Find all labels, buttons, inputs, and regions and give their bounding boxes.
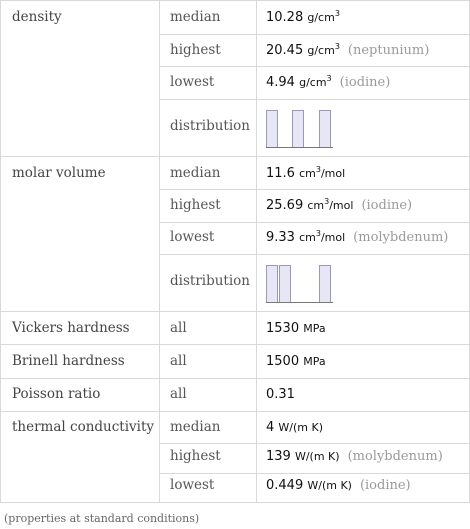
distribution-axis [266,302,333,303]
distribution-bar [319,110,331,148]
stat-label: highest [170,42,221,58]
value-brinell-hardness: 1500 MPa [266,354,326,369]
value-vickers-hardness: 1530 MPa [266,321,326,336]
value-poisson-ratio: 0.31 [266,387,295,402]
distribution-bar [292,110,304,148]
distribution-bar [319,265,331,303]
stat-label: distribution [170,273,250,289]
value-thermal-highest: 139 W/(m K) (molybdenum) [266,449,443,464]
molar-volume-distribution-chart [266,263,336,303]
value-density-median: 10.28 $g/cm^3$ [266,9,340,25]
value-thermal-median: 4 W/(m K) [266,420,324,435]
value-molar-volume-highest: 25.69 $cm^3$/mol (iodine) [266,197,413,213]
distribution-axis [266,147,333,148]
stat-label: highest [170,448,221,464]
value-molar-volume-lowest: 9.33 $cm^3$/mol (molybdenum) [266,229,449,245]
distribution-bar [279,265,291,303]
value-density-lowest: 4.94 $g/cm^3$ (iodine) [266,74,391,90]
property-density: density [12,9,62,25]
property-thermal-conductivity: thermal conductivity [12,419,155,435]
stat-label: all [170,320,187,336]
property-vickers-hardness: Vickers hardness [12,320,130,336]
value-density-highest: 20.45 $g/cm^3$ (neptunium) [266,42,430,58]
stat-label: distribution [170,118,250,134]
stat-label: median [170,419,221,435]
stat-label: lowest [170,229,215,245]
property-brinell-hardness: Brinell hardness [12,353,125,369]
value-molar-volume-median: 11.6 $cm^3$/mol [266,165,346,181]
property-poisson-ratio: Poisson ratio [12,386,101,402]
stat-label: median [170,9,221,25]
stat-label: lowest [170,477,215,493]
property-molar-volume: molar volume [12,165,106,181]
density-distribution-chart [266,108,336,148]
stat-label: all [170,353,187,369]
footer-note: (properties at standard conditions) [4,512,200,525]
stat-label: all [170,386,187,402]
distribution-bar [266,265,278,303]
stat-label: lowest [170,74,215,90]
distribution-bar [266,110,278,148]
stat-label: median [170,165,221,181]
value-thermal-lowest: 0.449 W/(m K) (iodine) [266,478,411,493]
stat-label: highest [170,197,221,213]
